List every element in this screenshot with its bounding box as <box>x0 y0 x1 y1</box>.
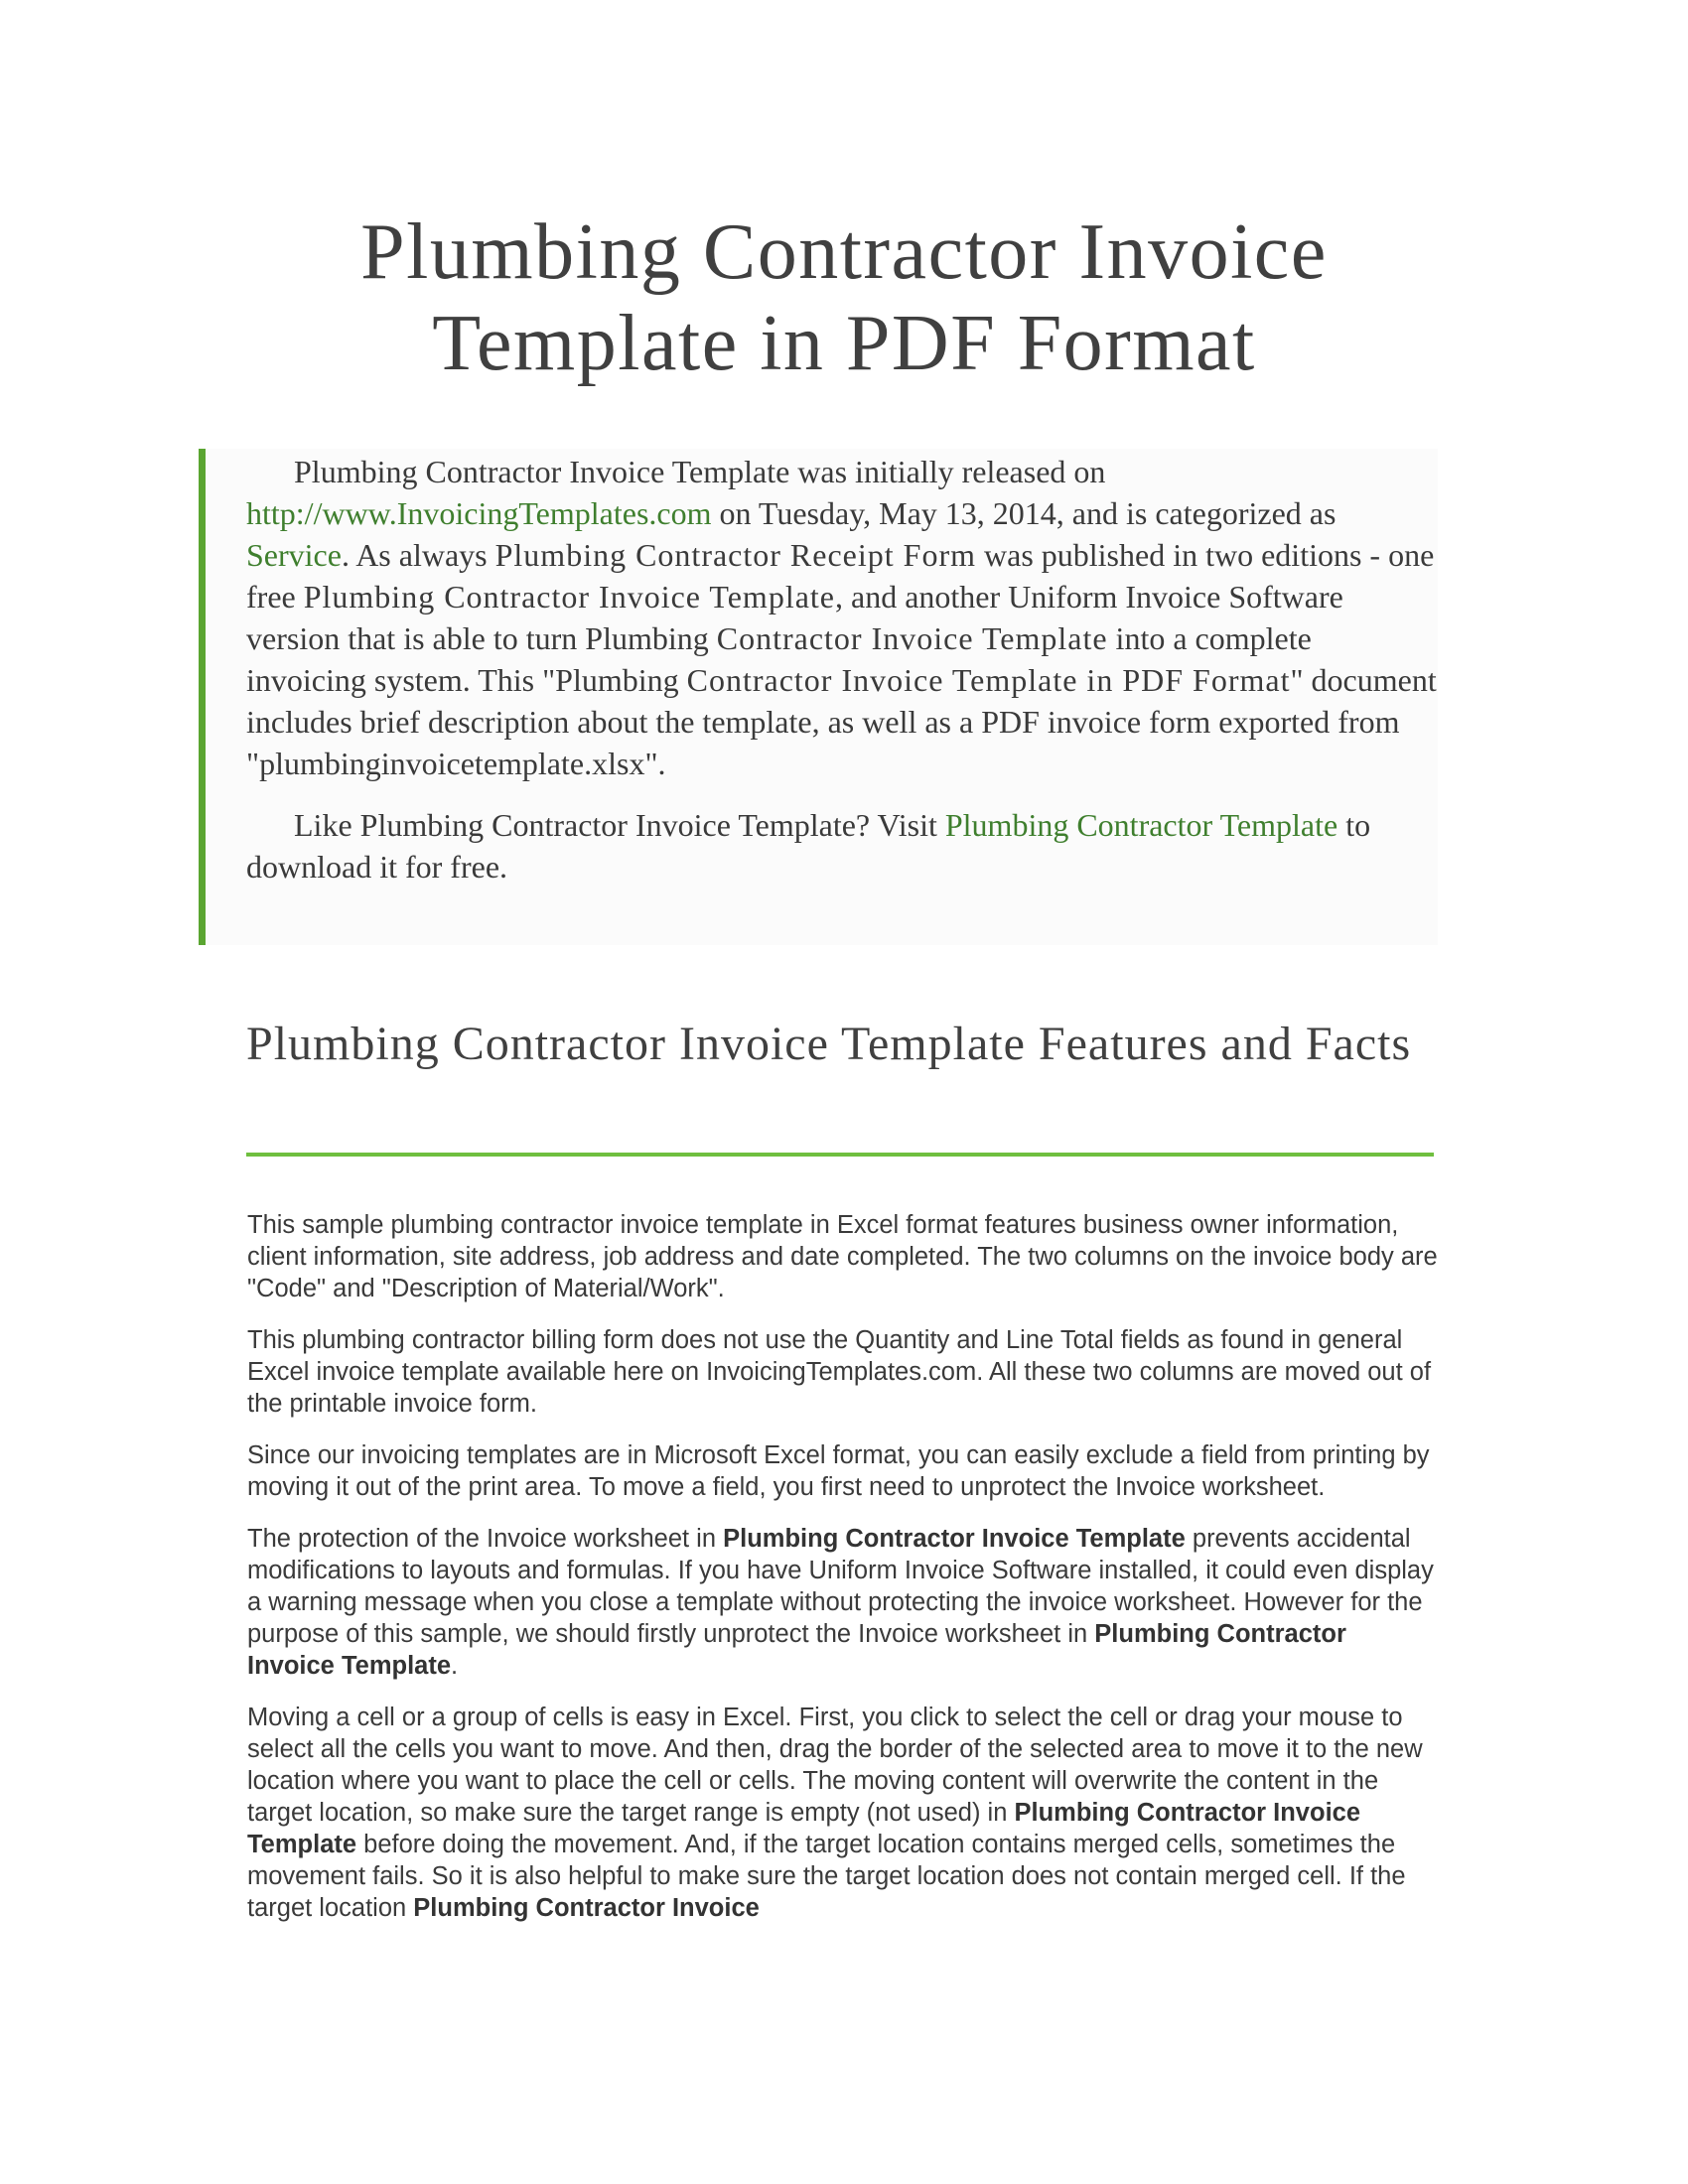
intro-text: on Tuesday, May 13, 2014, and is categorized as <box>711 495 1336 531</box>
section-heading: Plumbing Contractor Invoice Template Features and Facts <box>246 1018 1412 1070</box>
bold-template-name: Plumbing Contractor Invoice <box>413 1894 760 1922</box>
page-title <box>238 206 1450 389</box>
bold-template-name: Plumbing Contractor Invoice Template <box>723 1525 1186 1553</box>
intro-text: Contractor Invoice Template in PDF Format <box>686 662 1291 698</box>
intro-text: Plumbing Contractor Invoice Template was initially released on <box>294 454 1106 489</box>
body-paragraph-2: This plumbing contractor billing form does not use the Quantity and Line Total fields as found in general Excel invoice template available here on InvoicingTemplates.com. All these two columns are moved out of the printable invoice form. <box>247 1326 1432 1418</box>
body-text-run: prevents accidental modifications to layouts and formulas. If you have Uniform Invoice Software installed, it could even display a warning message when you close a template without protecting the invoice worksheet. However for the purpose of this sample, we should firstly unprotect the Invoice worksheet in <box>247 1525 1434 1648</box>
body-text <box>247 1209 1439 1944</box>
intro-text: Like Plumbing Contractor Invoice Template? Visit <box>294 807 945 843</box>
body-text-run: The protection of the Invoice worksheet in <box>247 1525 724 1553</box>
plumbing-contractor-template-link[interactable]: Plumbing Contractor Template <box>944 807 1338 843</box>
intro-paragraph-2 <box>246 804 1438 887</box>
invoicingtemplates-link[interactable]: http://www.InvoicingTemplates.com <box>246 495 712 531</box>
intro-text: was published in two editions - one free <box>246 537 1435 614</box>
page-title-line-2: Template in PDF Format <box>432 300 1256 387</box>
body-text-run: Moving a cell or a group of cells is easy in Excel. First, you click to select the cell or drag your mouse to select all the cells you want to move. And then, drag the border of the selected area to move it to the new location where you want to place the cell or cells. The moving content will overwrite the content in the target location, so make sure the target range is empty (not used) in <box>247 1704 1423 1827</box>
intro-text: Plumbing Contractor Receipt Form <box>494 537 976 573</box>
body-paragraph-4 <box>247 1523 1439 1682</box>
intro-text: to download it for free. <box>246 807 1371 885</box>
intro-text: " document includes brief description about the template, as well as a PDF invoice form exported from "plumbinginvoicetemplate.xlsx". <box>246 662 1437 781</box>
service-category-link[interactable]: Service <box>246 537 342 573</box>
bold-template-name: Plumbing Contractor Invoice Template <box>247 1799 1361 1858</box>
section-heading-rule <box>246 1153 1434 1157</box>
body-paragraph-3: Since our invoicing templates are in Microsoft Excel format, you can easily exclude a field from printing by moving it out of the print area. To move a field, you first need to unprotect the Invoice worksheet. <box>247 1441 1430 1501</box>
intro-text: Plumbing Contractor Invoice Template <box>303 579 835 614</box>
body-paragraph-1: This sample plumbing contractor invoice template in Excel format features business owner information, client information, site address, job address and date completed. The two columns on the invoice body are "Code" and "Description of Material/Work". <box>247 1211 1438 1302</box>
body-text-run: . <box>451 1652 459 1680</box>
intro-callout <box>199 449 1438 945</box>
intro-text: . As always <box>341 537 495 573</box>
intro-text: Contractor Invoice Template <box>716 620 1108 656</box>
intro-text: into a complete invoicing system. This "Plumbing <box>246 620 1312 698</box>
intro-paragraph-1 <box>246 451 1438 784</box>
intro-text: , and another Uniform Invoice Software version that is able to turn Plumbing <box>246 579 1343 656</box>
body-paragraph-5 <box>247 1702 1439 1924</box>
bold-template-name: Plumbing Contractor Invoice Template <box>247 1620 1346 1680</box>
page-title-line-1: Plumbing Contractor Invoice <box>360 208 1328 296</box>
body-text-run: before doing the movement. And, if the target location contains merged cells, sometimes the movement fails. So it is also helpful to make sure the target location does not contain merged cell. If the target location <box>247 1831 1406 1922</box>
